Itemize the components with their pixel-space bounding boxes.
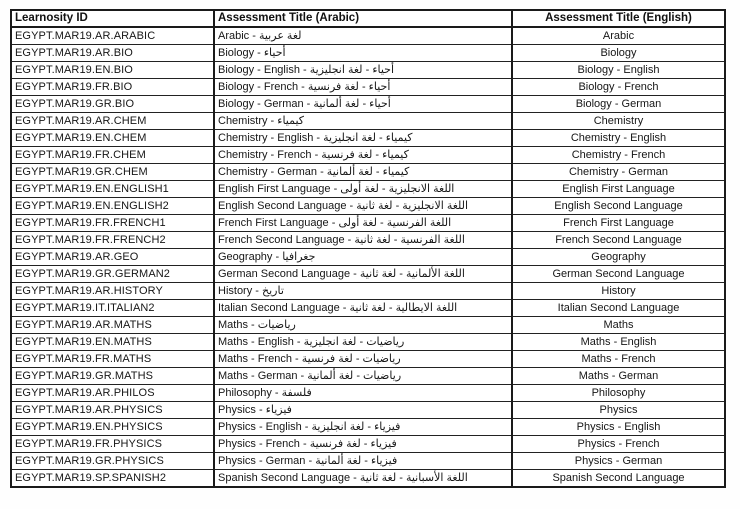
cell-title-arabic: Maths - French - رياضيات - لغة فرنسية [214, 351, 512, 368]
cell-title-arabic: Chemistry - كيمياء [214, 113, 512, 130]
cell-learnosity-id: EGYPT.MAR19.GR.BIO [11, 96, 214, 113]
cell-learnosity-id: EGYPT.MAR19.AR.CHEM [11, 113, 214, 130]
table-row [11, 27, 725, 45]
cell-title-english: Chemistry [512, 113, 725, 130]
table-row [11, 147, 725, 164]
cell-title-english: Spanish Second Language [512, 470, 725, 488]
cell-learnosity-id: EGYPT.MAR19.AR.MATHS [11, 317, 214, 334]
cell-learnosity-id: EGYPT.MAR19.SP.SPANISH2 [11, 470, 214, 488]
table-row [11, 385, 725, 402]
table-row [11, 317, 725, 334]
cell-title-english: Maths - French [512, 351, 725, 368]
table-row [11, 62, 725, 79]
cell-learnosity-id: EGYPT.MAR19.AR.BIO [11, 45, 214, 62]
table-row [11, 283, 725, 300]
cell-title-arabic: Geography - جغرافيا [214, 249, 512, 266]
table-row [11, 368, 725, 385]
cell-learnosity-id: EGYPT.MAR19.FR.BIO [11, 79, 214, 96]
cell-title-english: Physics - English [512, 419, 725, 436]
table-row [11, 436, 725, 453]
cell-title-english: Italian Second Language [512, 300, 725, 317]
cell-learnosity-id: EGYPT.MAR19.AR.GEO [11, 249, 214, 266]
cell-title-english: English Second Language [512, 198, 725, 215]
cell-title-arabic: Chemistry - English - كيمياء - لغة انجليزية [214, 130, 512, 147]
cell-title-english: History [512, 283, 725, 300]
cell-title-english: Biology - English [512, 62, 725, 79]
table-row [11, 130, 725, 147]
cell-title-english: German Second Language [512, 266, 725, 283]
cell-title-english: Physics - French [512, 436, 725, 453]
cell-learnosity-id: EGYPT.MAR19.EN.CHEM [11, 130, 214, 147]
table-body [11, 27, 725, 487]
cell-title-english: Maths - English [512, 334, 725, 351]
cell-title-arabic: History - تاريخ [214, 283, 512, 300]
cell-title-arabic: German Second Language - اللغة الألمانية - لغة ثانية [214, 266, 512, 283]
cell-title-arabic: Italian Second Language - اللغة الايطالية - لغة ثانية [214, 300, 512, 317]
table-row [11, 419, 725, 436]
cell-title-arabic: Biology - أحياء [214, 45, 512, 62]
cell-learnosity-id: EGYPT.MAR19.GR.MATHS [11, 368, 214, 385]
cell-title-english: Maths [512, 317, 725, 334]
cell-title-arabic: Arabic - لغة عربية [214, 27, 512, 45]
header-assessment-title-arabic: Assessment Title (Arabic) [214, 10, 512, 27]
cell-title-arabic: Biology - English - أحياء - لغة انجليزية [214, 62, 512, 79]
cell-learnosity-id: EGYPT.MAR19.IT.ITALIAN2 [11, 300, 214, 317]
cell-learnosity-id: EGYPT.MAR19.AR.ARABIC [11, 27, 214, 45]
cell-title-arabic: Philosophy - فلسفة [214, 385, 512, 402]
table-row [11, 300, 725, 317]
cell-title-arabic: Physics - فيزياء [214, 402, 512, 419]
cell-learnosity-id: EGYPT.MAR19.EN.MATHS [11, 334, 214, 351]
cell-title-english: Geography [512, 249, 725, 266]
assessment-table [10, 9, 726, 488]
table-row [11, 181, 725, 198]
cell-title-english: Physics [512, 402, 725, 419]
cell-title-arabic: Physics - German - فيزياء - لغة ألمانية [214, 453, 512, 470]
cell-title-arabic: French Second Language - اللغة الفرنسية - لغة ثانية [214, 232, 512, 249]
cell-title-arabic: Physics - English - فيزياء - لغة انجليزية [214, 419, 512, 436]
table-row [11, 334, 725, 351]
cell-title-english: Biology - German [512, 96, 725, 113]
cell-title-arabic: Spanish Second Language - اللغة الأسبانية - لغة ثانية [214, 470, 512, 488]
cell-title-english: Maths - German [512, 368, 725, 385]
cell-title-english: Arabic [512, 27, 725, 45]
cell-learnosity-id: EGYPT.MAR19.AR.HISTORY [11, 283, 214, 300]
header-learnosity-id: Learnosity ID [11, 10, 214, 27]
cell-learnosity-id: EGYPT.MAR19.FR.CHEM [11, 147, 214, 164]
cell-title-arabic: Physics - French - فيزياء - لغة فرنسية [214, 436, 512, 453]
cell-title-arabic: Biology - German - أحياء - لغة ألمانية [214, 96, 512, 113]
table-row [11, 113, 725, 130]
table-row [11, 215, 725, 232]
table-row [11, 79, 725, 96]
cell-learnosity-id: EGYPT.MAR19.EN.PHYSICS [11, 419, 214, 436]
cell-title-arabic: English First Language - اللغة الانجليزية - لغة أولى [214, 181, 512, 198]
header-assessment-title-english: Assessment Title (English) [512, 10, 725, 27]
cell-title-arabic: Maths - English - رياضيات - لغة انجليزية [214, 334, 512, 351]
cell-title-arabic: French First Language - اللغة الفرنسية - لغة أولى [214, 215, 512, 232]
cell-learnosity-id: EGYPT.MAR19.FR.PHYSICS [11, 436, 214, 453]
cell-learnosity-id: EGYPT.MAR19.FR.MATHS [11, 351, 214, 368]
table-row [11, 453, 725, 470]
table-row [11, 351, 725, 368]
cell-title-english: French First Language [512, 215, 725, 232]
cell-title-english: Physics - German [512, 453, 725, 470]
cell-title-english: French Second Language [512, 232, 725, 249]
cell-title-arabic: Biology - French - أحياء - لغة فرنسية [214, 79, 512, 96]
cell-learnosity-id: EGYPT.MAR19.EN.ENGLISH2 [11, 198, 214, 215]
cell-title-english: Biology [512, 45, 725, 62]
table-row [11, 266, 725, 283]
cell-learnosity-id: EGYPT.MAR19.EN.ENGLISH1 [11, 181, 214, 198]
cell-title-english: Chemistry - English [512, 130, 725, 147]
cell-learnosity-id: EGYPT.MAR19.AR.PHYSICS [11, 402, 214, 419]
table-row [11, 402, 725, 419]
table-header-row [11, 10, 725, 27]
cell-learnosity-id: EGYPT.MAR19.FR.FRENCH2 [11, 232, 214, 249]
cell-title-arabic: English Second Language - اللغة الانجليزية - لغة ثانية [214, 198, 512, 215]
table-row [11, 198, 725, 215]
table-row [11, 164, 725, 181]
cell-title-english: Biology - French [512, 79, 725, 96]
cell-learnosity-id: EGYPT.MAR19.EN.BIO [11, 62, 214, 79]
cell-title-english: Chemistry - French [512, 147, 725, 164]
cell-title-english: Philosophy [512, 385, 725, 402]
cell-learnosity-id: EGYPT.MAR19.FR.FRENCH1 [11, 215, 214, 232]
table-row [11, 232, 725, 249]
cell-learnosity-id: EGYPT.MAR19.GR.CHEM [11, 164, 214, 181]
cell-title-english: Chemistry - German [512, 164, 725, 181]
cell-title-arabic: Maths - رياضيات [214, 317, 512, 334]
cell-title-arabic: Chemistry - French - كيمياء - لغة فرنسية [214, 147, 512, 164]
cell-title-english: English First Language [512, 181, 725, 198]
cell-title-arabic: Maths - German - رياضيات - لغة ألمانية [214, 368, 512, 385]
table-row [11, 470, 725, 488]
table-row [11, 45, 725, 62]
cell-learnosity-id: EGYPT.MAR19.GR.GERMAN2 [11, 266, 214, 283]
table-row [11, 96, 725, 113]
cell-learnosity-id: EGYPT.MAR19.GR.PHYSICS [11, 453, 214, 470]
cell-title-arabic: Chemistry - German - كيمياء - لغة ألمانية [214, 164, 512, 181]
cell-learnosity-id: EGYPT.MAR19.AR.PHILOS [11, 385, 214, 402]
table-row [11, 249, 725, 266]
